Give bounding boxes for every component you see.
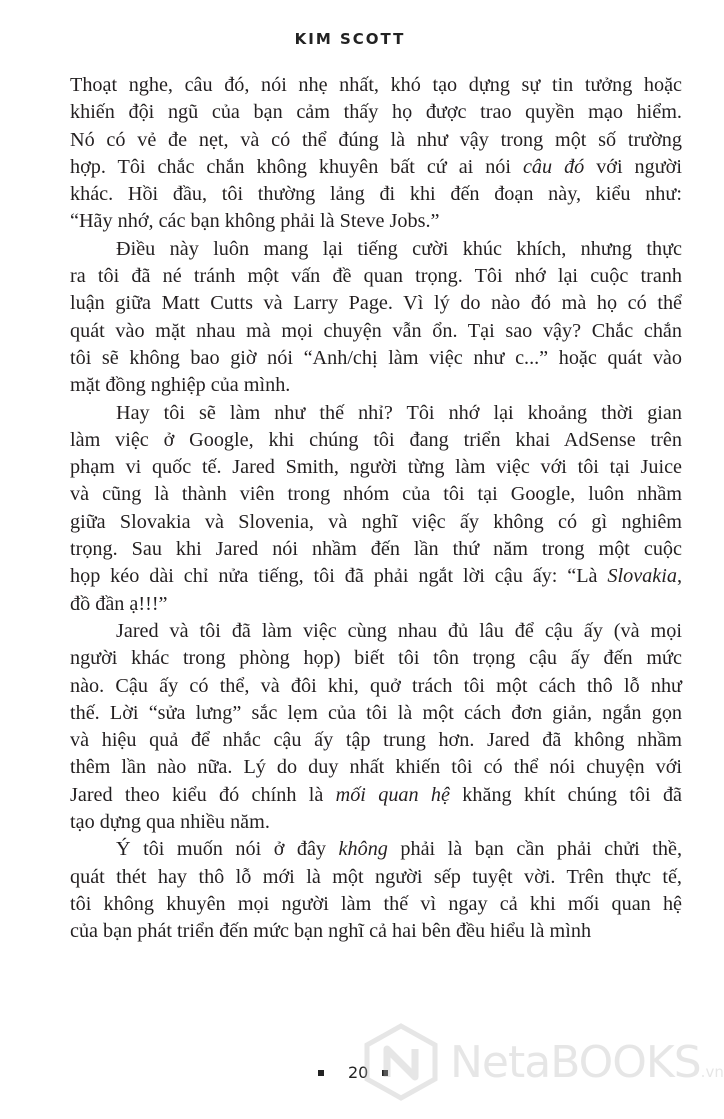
text-run: , [676,565,682,588]
text-run: Jared theo kiểu đó chính là [70,783,336,806]
text-line [70,400,682,427]
text-run: phải là bạn cần phải chửi thề, [387,838,682,861]
text-run: Hay tôi sẽ làm như thế nhỉ? Tôi nhớ lại khoảng thời gian [115,401,682,424]
page-number: 20 [348,1063,369,1082]
text-run: Điều này luôn mang lại tiếng cười khúc khích, nhưng thực [116,237,682,260]
text-run: khăng khít chúng tôi đã [449,783,683,806]
footer-square-left-icon [318,1070,324,1076]
body-text [70,72,682,946]
text-run: trọng. Sau khi Jared nói nhầm đến lần thứ năm trong một cuộc [70,538,682,561]
text-line [70,618,682,645]
text-run: Jared và tôi đã làm việc cùng nhau đủ lâu để cậu ấy (và mọi [116,619,682,642]
text-line [70,263,682,290]
text-line [70,509,682,536]
text-run: Ý tôi muốn nói ở đây [116,838,339,861]
text-run: tôi không khuyên mọi người làm thế vì ngay cả khi mối quan hệ [70,892,683,915]
italic-text: Slovakia [607,565,677,588]
paragraph [70,836,682,945]
text-run: và hiệu quả để nhắc cậu ấy tập trung hơn. Jared đã không nhầm [70,729,683,752]
italic-text: mối quan hệ [335,783,450,806]
watermark-brand: NetaBOOKS [450,1036,701,1088]
text-run: họp kéo dài chỉ nửa tiếng, tôi đã phải ngắt lời cậu ấy: “Là [70,565,608,588]
text-run: tạo dựng qua nhiều năm. [70,811,270,834]
text-line [70,318,682,345]
text-run: Thoạt nghe, câu đó, nói nhẹ nhất, khó tạo dựng sự tin tưởng hoặc [70,74,683,96]
text-run: luận giữa Matt Cutts và Larry Page. Vì lý do nào đó mà họ có thể [70,292,683,315]
text-line [70,727,682,754]
text-run: với người [584,155,682,178]
text-run: quát vào mặt nhau mà mọi chuyện vẫn ổn. Tại sao vậy? Chắc chắn [70,319,682,342]
text-run: “Hãy nhớ, các bạn không phải là Steve Jobs.” [70,210,440,233]
text-line [70,99,682,126]
watermark [362,1022,724,1102]
text-line [70,673,682,700]
paragraph [70,236,682,400]
text-line [70,563,682,590]
text-line [70,236,682,263]
text-run: phạm vi quốc tế. Jared Smith, người từng làm việc với tôi tại Juice [70,456,683,479]
text-run: của bạn phát triển đến mức bạn nghĩ cả hai bên đều hiểu là mình [70,920,592,943]
text-line [70,345,682,372]
text-line [70,782,682,809]
text-line [70,891,682,918]
text-run: giữa Slovakia và Slovenia, và nghĩ việc ấy không có gì nghiêm [70,510,682,533]
text-line [70,427,682,454]
text-line [70,836,682,863]
paragraph [70,618,682,836]
paragraph [70,400,682,618]
text-line [70,809,682,836]
italic-text: câu đó [522,155,585,178]
text-line [70,918,682,945]
text-line [70,181,682,208]
text-run: thế. Lời “sửa lưng” sắc lẹm của tôi là một cách đơn giản, ngắn gọn [70,701,683,724]
text-run: và cũng là thành viên trong nhóm của tôi tại Google, luôn nhầm [70,483,682,506]
text-line [70,700,682,727]
text-run: nào. Cậu ấy có thể, và đôi khi, quở trách tôi một cách thô lỗ như [70,674,683,697]
text-run: khiến đội ngũ của bạn cảm thấy họ được trao quyền mạo hiểm. [70,101,682,124]
text-run: tôi sẽ không bao giờ nói “Anh/chị làm việc như c...” hoặc quát vào [70,346,682,369]
text-line [70,127,682,154]
text-run: thêm lần nào nữa. Lý do duy nhất khiến tôi có thể nói chuyện với [70,756,683,779]
text-line [70,536,682,563]
running-head: KIM SCOTT [294,30,406,48]
italic-text: không [338,838,388,861]
text-line [70,591,682,618]
text-run: người khác trong phòng họp) biết tôi tôn trọng cậu ấy đến mức [70,647,682,670]
watermark-text [450,1037,724,1088]
text-line [70,290,682,317]
text-run: Nó có vẻ đe nẹt, và có thể đúng là như vậy trong một số trường [70,128,682,151]
text-run: ra tôi đã né tránh một vấn đề quan trọng. Tôi nhớ lại cuộc tranh [70,265,683,288]
text-line [70,481,682,508]
text-run: đồ đần ạ!!!” [70,592,168,615]
text-line [70,645,682,672]
text-line [70,864,682,891]
text-line [70,754,682,781]
paragraph [70,72,682,236]
text-line [70,154,682,181]
watermark-suffix: .vn [700,1062,724,1081]
text-line [70,208,682,235]
text-run: hợp. Tôi chắc chắn không khuyên bất cứ ai nói [70,155,523,178]
netabooks-logo-icon [362,1023,440,1101]
text-run: làm việc ở Google, khi chúng tôi đang triển khai AdSense trên [70,428,682,451]
text-run: mặt đồng nghiệp của mình. [70,374,291,397]
text-run: quát thét hay thô lỗ mới là một người sếp tuyệt vời. Trên thực tế, [70,865,682,888]
text-run: khác. Hồi đầu, tôi thường lảng đi khi đến đoạn này, kiểu như: [70,183,682,206]
text-line [70,372,682,399]
text-line [70,72,682,99]
text-line [70,454,682,481]
